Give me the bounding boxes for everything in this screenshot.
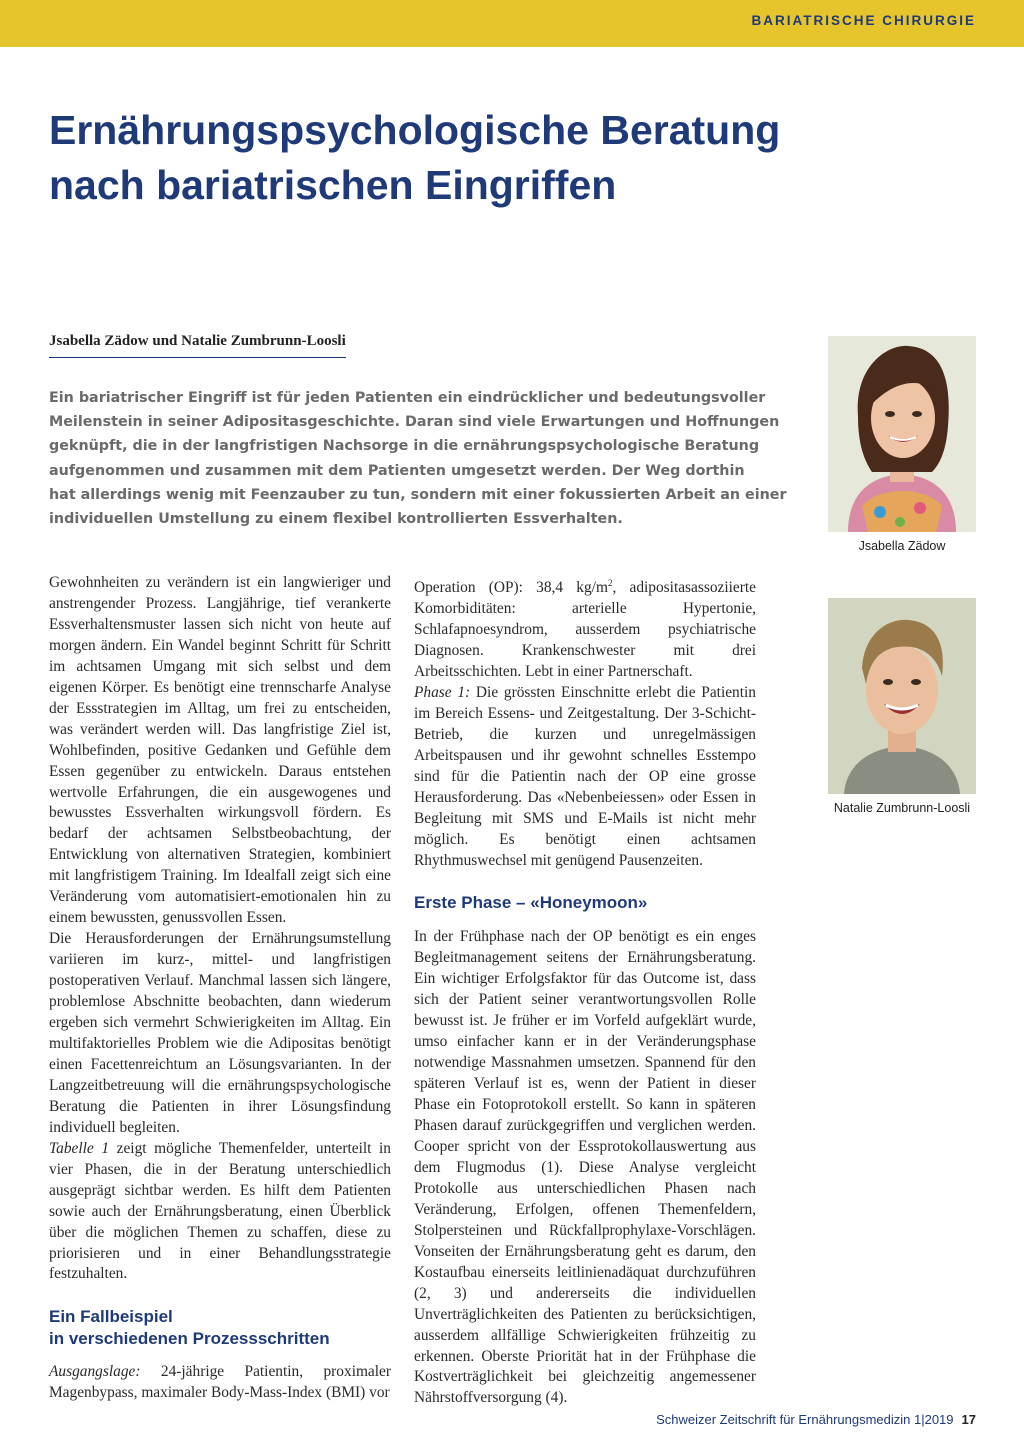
lead-paragraph [49,386,789,531]
lead-line: Ein bariatrischer Eingriff ist für jeden Patienten ein eindrücklicher und bedeutungsvoller [49,390,766,406]
body-paragraph: Operation (OP): 38,4 $kg/m^2$, adipositasassoziierte Komorbiditäten: arterielle Hypertonie, Schlafapnoesyndrom, ausserdem psychiatrische Diagnosen. Krankenschwester mit drei Arbeitsschichten. Lebt in einer Partnerschaft. [414,578,756,680]
lead-line: aufgenommen und zusammen mit dem Patienten umgesetzt werden. Der Weg dorthin [49,462,745,479]
run-in-label: Ausgangslage: [49,1363,141,1381]
body-column-left [49,573,391,1404]
section-label: BARIATRISCHE CHIRURGIE [751,13,976,28]
subheading-erste-phase: Erste Phase – «Honeymoon» [414,893,648,913]
photo-caption: Natalie Zumbrunn-Loosli [833,801,971,815]
page-footer [656,1412,976,1427]
article-title-line-2: nach bariatrischen Eingriffen [49,162,617,208]
journal-name: Schweizer Zeitschrift für Ernährungsmedizin 1|2019 [656,1412,954,1427]
body-paragraph: Die Herausforderungen der Ernährungsumstellung variieren im kurz-, mittel- und langfristigen postoperativen Verlauf. Manchmal lassen sich längere, problemlose Abschnitte beobachten, dann wiederum ergeben sich vermehrt Schwierigkeiten im Alltag. Ein multifaktorielles Problem wie die Adipositas benötigt einen Facettenreichtum an Lösungsvarianten. In der Langzeitbetreuung will die ernährungspsychologische Beratung die Patienten in ihrer Lösungsfindung individuell begleiten. [49,930,391,1136]
body-paragraph: Ausgangslage: 24-jährige Patientin, proximaler Magenbypass, maximaler Body-Mass-Index (BMI) vor [49,1363,391,1402]
body-paragraph: Gewohnheiten zu verändern ist ein langwieriger und anstrengender Prozess. Langjährige, tief verankerte Essverhaltensmuster lassen sich nicht von heute auf morgen ändern. Ein Wandel beginnt Schritt für Schritt im achtsamen Umgang mit sich selbst und dem eigenen Körper. Es benötigt eine trennscharfe Analyse der Essstrategien im Alltag, um frei zu entscheiden, was verändert werden will. Das langfristige Ziel ist, Wohlbefinden, positive Gedanken und Gefühle dem Essen gegenüber zu entwickeln. Daraus entstehen wertvolle Erfahrungen, die ein ausgewogenes und bewusstes Essverhalten wirkungsvoll fördern. Es bedarf der achtsamen Selbstbeobachtung, der Entwicklung von alternativen Strategien, kombiniert mit langfristigem Training. Im Idealfall zeigt sich eine Veränderung vom automatisiert-emotionalen hin zu einem bewussten, genussvollen Essen. [49,574,391,927]
portrait-woman-dark-hair [828,336,976,532]
lead-line: geknüpft, die in der langfristigen Nachsorge in die ernährungspsychologische Beratung [49,438,760,455]
article-title-line-1: Ernährungspsychologische Beratung [49,107,781,153]
author-photo-zumbrunn-loosli [828,598,976,794]
body-column-right [414,573,756,1409]
run-in-label: Phase 1: [414,683,471,701]
lead-line: individuellen Umstellung zu einem flexibel kontrollierten Essverhalten. [49,511,623,528]
table-reference: Tabelle 1 [49,1139,110,1157]
body-paragraph: Tabelle 1 zeigt mögliche Themenfelder, unterteilt in vier Phasen, die in der Beratung unterschiedlich ausgeprägt sichtbar werden. Es hilft dem Patienten sowie auch der Ernährungsberatung, einen Überblick über die möglichen Themen zu schaffen, diese zu priorisieren und in einer Behandlungsstrategie festzuhalten. [49,1139,391,1283]
page-number: 17 [961,1412,976,1427]
lead-line: Meilenstein in seiner Adipositasgeschichte. Daran sind viele Erwartungen und Hoffnungen [49,414,780,431]
section-header-bar [0,0,1024,47]
body-paragraph: In der Frühphase nach der OP benötigt es ein enges Begleitmanagement seitens der Ernährungsberatung. Ein wichtiger Erfolgsfaktor für das Outcome ist, dass sich der Patient seiner verantwortungsvollen Rolle bewusst ist. Je früher er im Vorfeld aufgeklärt wurde, umso einfacher kann er in der Veränderungsphase notwendige Massnahmen umsetzen. Spannend für den späteren Verlauf ist es, wenn der Patient in dieser Phase ein Fotoprotokoll erstellt. So kann in späteren Phasen darauf zurückgegriffen und verglichen werden. Cooper spricht von der Essprotokollauswertung aus dem Flugmodus (1). Diese Analyse vergleicht Protokolle aus unterschiedlichen Phasen nach Veränderung, Erfolgen, offenen Themenfeldern, Stolpersteinen und Rückfallprophylaxe-Vorschlägen. Vonseiten der Ernährungsberatung geht es darum, den Kostaufbau einerseits leitlinienadäquat durchzuführen (2, 3) und andererseits die individuellen Unverträglichkeiten des Patienten zu berücksichtigen, ausserdem allfällige Schwierigkeiten frühzeitig zu erkennen. Oberste Priorität hat in der Frühphase die Kostverträglichkeit bei gleichzeitig angemessener Nährstoffversorgung (4). [414,928,756,1407]
author-photo-zaedow [828,336,976,532]
photo-caption: Jsabella Zädow [858,539,946,553]
lead-line: hat allerdings wenig mit Feenzauber zu tun, sondern mit einer fokussierten Arbeit an einer [49,486,787,503]
subheading-fallbeispiel: Ein Fallbeispiel in verschiedenen Prozessschritten [49,1307,330,1349]
article-title [49,103,909,213]
body-paragraph: Phase 1: Die grössten Einschnitte erlebt die Patientin im Bereich Essens- und Zeitgestaltung. Der 3-Schicht-Betrieb, die kurzen und unregelmässigen Arbeitspausen und ihr gewohnt schnelles Esstempo sind für die Patientin nach der OP eine grosse Herausforderung. Das «Nebenbeiessen» oder Essen in Begleitung mit SMS und E-Mails ist nicht mehr möglich. Es benötigt einen achtsamen Rhythmuswechsel mit genügend Pausenzeiten. [414,683,756,869]
author-byline: Jsabella Zädow und Natalie Zumbrunn-Loosli [49,333,346,358]
portrait-woman-short-hair [828,598,976,794]
